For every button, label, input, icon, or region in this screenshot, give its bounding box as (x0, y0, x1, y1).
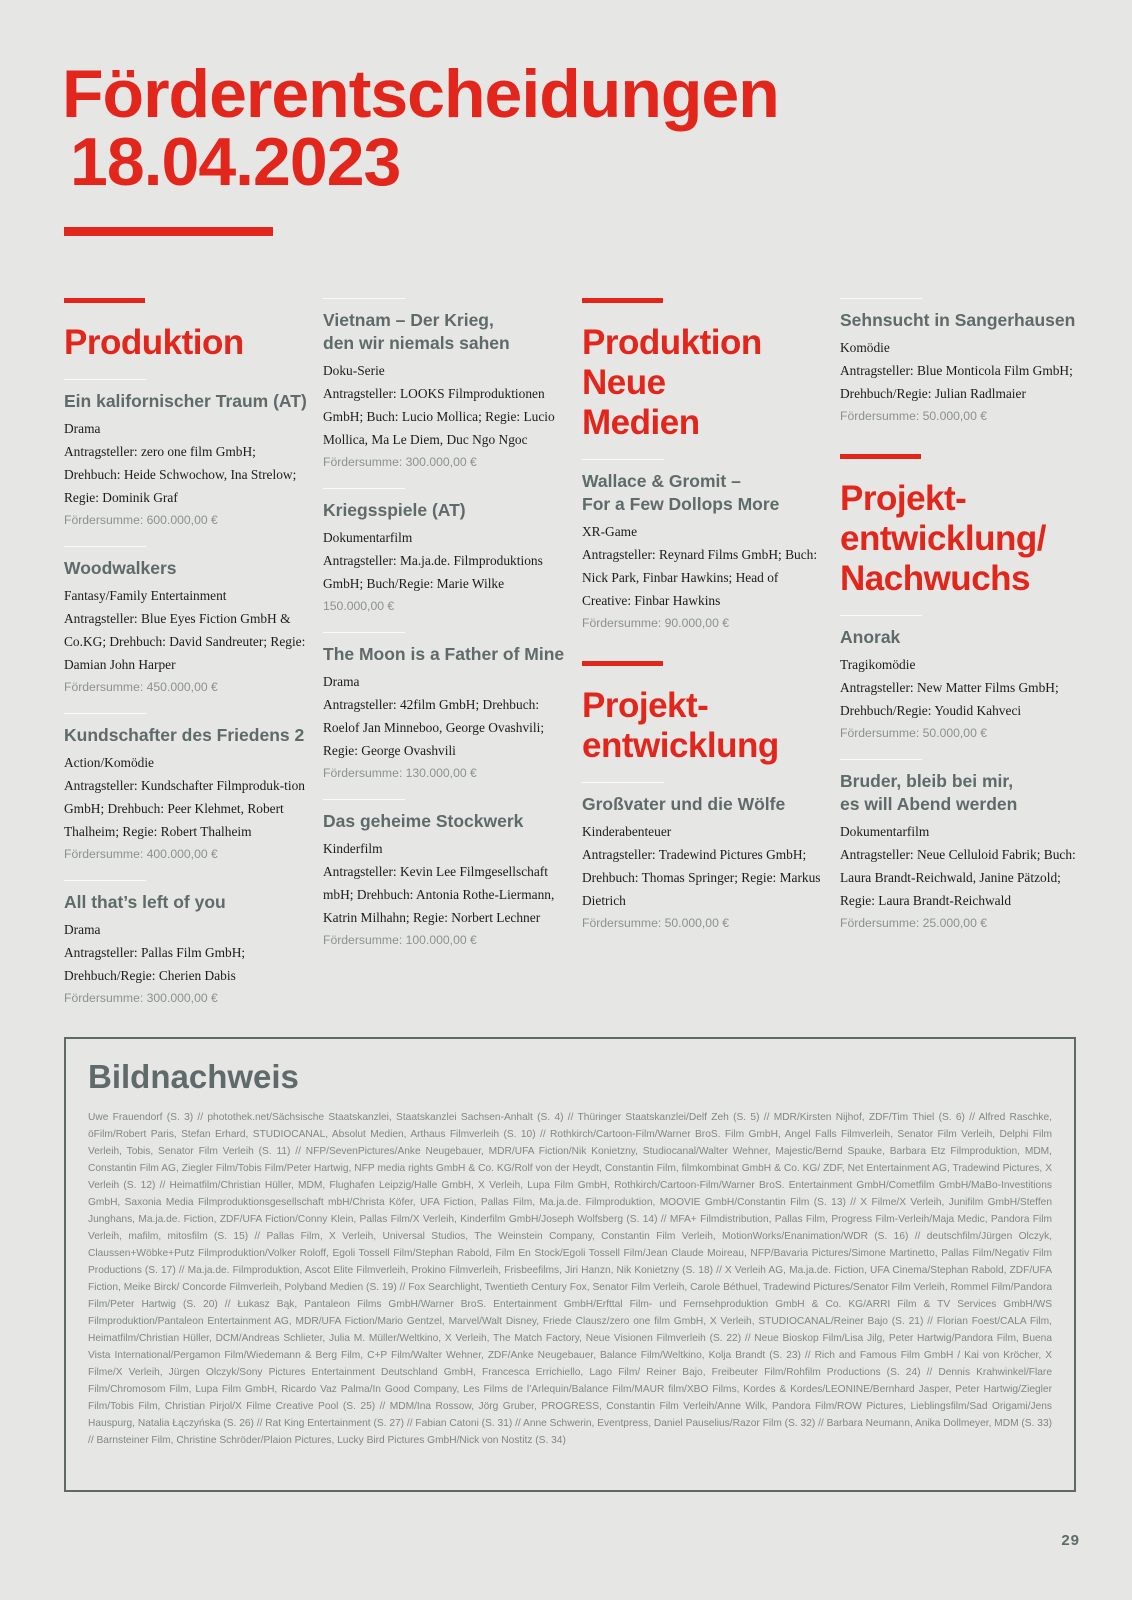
funding-entry (64, 379, 309, 532)
entry-divider (840, 298, 922, 299)
entry-divider (582, 782, 664, 783)
entry-genre: Komödie (840, 340, 890, 355)
entry-genre: Fantasy/Family Entertainment (64, 588, 227, 603)
entry-applicant: Antragsteller: Reynard Films GmbH; Buch: Nick Park, Finbar Hawkins; Head of Creative: Finbar Hawkins (582, 547, 818, 608)
entry-amount: Fördersumme: 130.000,00 € (323, 766, 477, 780)
entry-title: The Moon is a Father of Mine (323, 644, 565, 664)
entry-genre: Dokumentarfilm (840, 824, 930, 839)
entry-amount: Fördersumme: 50.000,00 € (840, 726, 988, 740)
entry-genre: XR-Game (582, 524, 638, 539)
entry-applicant: Antragsteller: Blue Eyes Fiction GmbH & Co.KG; Drehbuch: David Sandreuter; Regie: Damian John Harper (64, 611, 306, 672)
entry-amount: 150.000,00 € (323, 599, 395, 613)
entry-divider (323, 799, 405, 800)
entry-divider (323, 632, 405, 633)
column-4 (840, 298, 1085, 949)
entry-applicant: Antragsteller: New Matter Films GmbH; Drehbuch/Regie: Youdid Kahveci (840, 680, 1059, 718)
page-title (62, 56, 779, 200)
funding-entry (64, 713, 309, 866)
section-title-nachwuchs: Projekt-entwicklung/ Nachwuchs (840, 479, 1046, 598)
column-3 (582, 298, 827, 949)
section-rule (582, 298, 663, 303)
page-title-date: 18.04.2023 (70, 124, 401, 200)
entry-applicant: Antragsteller: Kundschafter Filmproduk-tion GmbH; Drehbuch: Peer Klehmet, Robert Thalheim; Regie: Robert Thalheim (64, 778, 305, 839)
entry-genre: Doku-Serie (323, 363, 385, 378)
column-2 (323, 298, 568, 966)
section-rule (64, 298, 145, 303)
section-title-produktion: Produktion (64, 323, 244, 362)
entry-genre: Action/Komödie (64, 755, 155, 770)
entry-title: Wallace & Gromit – For a Few Dollops More (582, 471, 780, 514)
entry-divider (64, 713, 146, 714)
title-underline (64, 227, 273, 236)
entry-title: All that’s left of you (64, 892, 226, 912)
entry-title: Sehnsucht in Sangerhausen (840, 310, 1076, 330)
entry-applicant: Antragsteller: zero one film GmbH; Drehbuch: Heide Schwochow, Ina Strelow; Regie: Dominik Graf (64, 444, 297, 505)
entry-applicant: Antragsteller: Pallas Film GmbH; Drehbuch/Regie: Cherien Dabis (64, 945, 246, 983)
entry-genre: Tragikomödie (840, 657, 916, 672)
entry-applicant: Antragsteller: Neue Celluloid Fabrik; Buch: Laura Brandt-Reichwald, Janine Pätzold; Regie: Laura Brandt-Reichwald (840, 847, 1076, 908)
section-title-projektentwicklung: Projekt-entwicklung (582, 686, 779, 765)
funding-entry (840, 759, 1085, 935)
entry-title: Kundschafter des Friedens 2 (64, 725, 305, 745)
entry-amount: Fördersumme: 25.000,00 € (840, 916, 988, 930)
entry-divider (64, 880, 146, 881)
entry-divider (323, 298, 405, 299)
funding-entry (323, 799, 568, 952)
entry-applicant: Antragsteller: 42film GmbH; Drehbuch: Roelof Jan Minneboo, George Ovashvili; Regie: George Ovashvili (323, 697, 545, 758)
funding-entry (840, 615, 1085, 745)
entry-divider (323, 488, 405, 489)
entry-genre: Kinderfilm (323, 841, 383, 856)
funding-entry (64, 546, 309, 699)
funding-entry (582, 459, 827, 635)
page-title-line1: Förderentscheidungen (62, 56, 779, 132)
entry-divider (840, 759, 922, 760)
entry-divider (64, 546, 146, 547)
entry-genre: Dokumentarfilm (323, 530, 413, 545)
entry-genre: Drama (64, 922, 101, 937)
entry-amount: Fördersumme: 450.000,00 € (64, 680, 218, 694)
section-title-neue-medien: Produktion Neue Medien (582, 323, 762, 442)
section-rule (840, 454, 921, 459)
funding-entry (323, 488, 568, 618)
entry-divider (582, 459, 664, 460)
entry-genre: Drama (323, 674, 360, 689)
entry-title: Bruder, bleib bei mir, es will Abend werden (840, 771, 1018, 814)
photo-credits-box (64, 1037, 1076, 1492)
entry-amount: Fördersumme: 50.000,00 € (582, 916, 730, 930)
funding-entry (582, 782, 827, 935)
entry-amount: Fördersumme: 90.000,00 € (582, 616, 730, 630)
funding-entry (323, 298, 568, 474)
entry-applicant: Antragsteller: Ma.ja.de. Filmproduktions GmbH; Buch/Regie: Marie Wilke (323, 553, 543, 591)
entry-amount: Fördersumme: 400.000,00 € (64, 847, 218, 861)
entry-applicant: Antragsteller: Kevin Lee Filmgesellschaft mbH; Drehbuch: Antonia Rothe-Liermann, Katrin Milhahn; Regie: Norbert Lechner (323, 864, 555, 925)
section-rule (582, 661, 663, 666)
entry-applicant: Antragsteller: LOOKS Filmproduktionen GmbH; Buch: Lucio Mollica; Regie: Lucio Mollica, Ma Le Diem, Duc Ngo Ngoc (323, 386, 555, 447)
entry-amount: Fördersumme: 600.000,00 € (64, 513, 218, 527)
entry-genre: Drama (64, 421, 101, 436)
entry-title: Kriegsspiele (AT) (323, 500, 466, 520)
funding-entry (64, 880, 309, 1010)
funding-entry (840, 298, 1085, 428)
entry-amount: Fördersumme: 100.000,00 € (323, 933, 477, 947)
entry-amount: Fördersumme: 300.000,00 € (64, 991, 218, 1005)
photo-credits-text: Uwe Frauendorf (S. 3) // photothek.net/Sächsische Staatskanzlei, Staatskanzlei Sachsen-Anhalt (S. 4) // Thüringer Staatskanzlei/Delf Zeh (S. 5) // MDR/Kirsten Nijhof, ZDF/Tim Thiel (S. 6) // Alfred Raschke, öFilm/Robert Paris, Stefan Erhard, STUDIOCANAL, Absolut Medien, Arthaus Filmverleih (S. 10) // Rothkirch/Cartoon-Film/Warner BroS. Film GmbH, Angel Falls Filmverleih, Senator Film Verleih, Delphi Film Verleih, Tobis, Senator Film Verleih (S. 11) // NFP/SevenPictures/Anke Neugebauer, MDR/UFA Fiction/Nik Konietzny, Studiocanal/Walter Wehner, Majestic/Bernd Spauke, Barbara Etz Filmproduktion, MDM, Constantin Film AG, Ziegler Film/Tobis Film/Peter Hartwig, NFP media rights GmbH & Co. KG/Rolf von der Heydt, Constantin Film, filmkombinat GmbH & Co. KG/ ZDF, Net Entertainment AG, Tradewind Pictures, X Verleih (S. 12) // Heimatfilm/Christian Hüller, MDM, Flughafen Leipzig/Halle GmbH, X Verleih, Lupa Film GmbH, Rothkirch/Cartoon-Film/Warner BroS. Entertainment GmbH/Cometfilm GmbH/MaBo-Investitions GmbH, Saxonia Media Filmproduktionsgesellschaft mbH/Christa Köfer, UFA Fiction, Pallas Film, Ma.ja.de. Filmproduktion, MOOVIE GmbH/Constantin Film (S. 13) // X Filme/X Verleih, Junifilm GmbH/Steffen Junghans, Ma.ja.de. Fiction, ZDF/UFA Fiction/Conny Klein, Pallas Film/X Verleih, Kinderfilm GmbH/Joseph Wolfsberg (S. 14) // MFA+ Filmdistribution, Pallas Film, Progress Film-Verleih/Maja Medic, Pandora Film Verleih, mafilm, mitosfilm (S. 15) // Pallas Film, X Verleih, Universal Studios, The Weinstein Company, Constantin Film Verleih, MotionWorks/Enanimation/WDR (S. 16) // deutschfilm/Jürgen Olczyk, Claussen+Wöbke+Putz Filmproduktion/Volker Roloff, Egoli Tossell Film/Stephan Rabold, Film En Stock/Egoli Tossell Film/Jean Claude Moireau, NFP/Bavaria Pictures/Simone Martinetto, Pallas Film/Negativ Film Productions (S. 17) // Ma.ja.de. Filmproduktion, Ascot Elite Filmverleih, Prokino Filmverleih, Frisbeefilms, Jiri Hanzn, Nik Konietzny (S. 18) // X Verleih AG, Ma.ja.de. Fiction, UFA Cinema/Stephan Rabold, ZDF/UFA Fiction, Meike Birck/ Concorde Filmverleih, Polyband Medien (S. 19) // Fox Searchlight, Twentieth Century Fox, Senator Film Verleih, Carole Béthuel, Tradewind Pictures/Senator Film Verleih, Rommel Film/Pandora Film/Peter Hartwig (S. 20) // Łukasz Bąk, Pantaleon Films GmbH/Warner BroS. Entertainment GmbH/Erfttal Film- und Fernsehproduktion GmbH & Co. KG/ARRI Film & TV Services GmbH/WS Filmproduktion/Pantaleon Entertainment AG, MDR/UFA Fiction/Mario Gentzel, Marvel/Walt Disney, Friede Clausz/zero one film GmbH, X Verleih, STUDIOCANAL/Reiner Bajo (S. 21) // Florian Foest/CALA Film, Heimatfilm/Christian Hüller, DCM/Andreas Schlieter, Julia M. Müller/Weltkino, X Verleih, The Match Factory, Neue Visionen Filmverleih (S. 22) // Neue Bioskop Film/Lisa Jilg, Peter Hartwig/Pandora Film, Buena Vista International/Pergamon Film/Wiedemann & Berg Film, C+P Film/Walter Wehner, ZDF/Anke Neugebauer, Balance Film/Weltkino, Kolja Brandt (S. 23) // Rich and Famous Film GmbH / Kai von Kröcher, X Filme/X Verleih, Jürgen Olczyk/Sony Pictures Entertainment Deutschland GmbH, Francesca Errichiello, Lago Film/ Reiner Bajo, Freibeuter Film/Rohfilm Productions (S. 24) // Dennis Krahwinkel/Flare Film/Chromosom Film, Lupa Film GmbH, Ricardo Vaz Palma/In Good Company, Les Films de l’Arlequin/Balance Film/MAUR film/XBO Films, Kordes & Kordes/LEONINE/Bernhard Jasper, Peter Hartwig/Ziegler Film/Tobis Film, Christian Pirjol/X Filme Creative Pool (S. 25) // MDM/Ina Rossow, Jörg Gruber, PROGRESS, Constantin Film Verleih/Anne Wilk, Pandora Film/ROW Pictures, Lieblingsfilm/Sad Origami/Jens Hauspurg, Natalia Łączyńska (S. 26) // Rat King Entertainment (S. 27) // Fabian Catoni (S. 31) // Anne Schwerin, Eventpress, Daniel Pauselius/Razor Film (S. 32) // Barbara Neumann, Anika Dollmeyer, MDM (S. 33) // Barnsteiner Film, Christine Schröder/Plaion Pictures, Lucky Bird Pictures GmbH/Nick von Nostitz (S. 34) (88, 1112, 1052, 1446)
entry-title: Anorak (840, 627, 901, 647)
entry-applicant: Antragsteller: Blue Monticola Film GmbH; Drehbuch/Regie: Julian Radlmaier (840, 363, 1073, 401)
entry-title: Woodwalkers (64, 558, 177, 578)
entry-genre: Kinderabenteuer (582, 824, 672, 839)
entry-title: Großvater und die Wölfe (582, 794, 786, 814)
entry-applicant: Antragsteller: Tradewind Pictures GmbH; Drehbuch: Thomas Springer; Regie: Markus Dietrich (582, 847, 821, 908)
funding-entry (323, 632, 568, 785)
entry-divider (64, 379, 146, 380)
entry-title: Das geheime Stockwerk (323, 811, 524, 831)
entry-divider (840, 615, 922, 616)
entry-title: Ein kalifornischer Traum (AT) (64, 391, 307, 411)
photo-credits-title: Bildnachweis (88, 1058, 299, 1095)
column-1 (64, 298, 309, 1024)
page-number: 29 (1061, 1532, 1080, 1549)
entry-amount: Fördersumme: 50.000,00 € (840, 409, 988, 423)
entry-title: Vietnam – Der Krieg, den wir niemals sahen (323, 310, 510, 353)
entry-amount: Fördersumme: 300.000,00 € (323, 455, 477, 469)
